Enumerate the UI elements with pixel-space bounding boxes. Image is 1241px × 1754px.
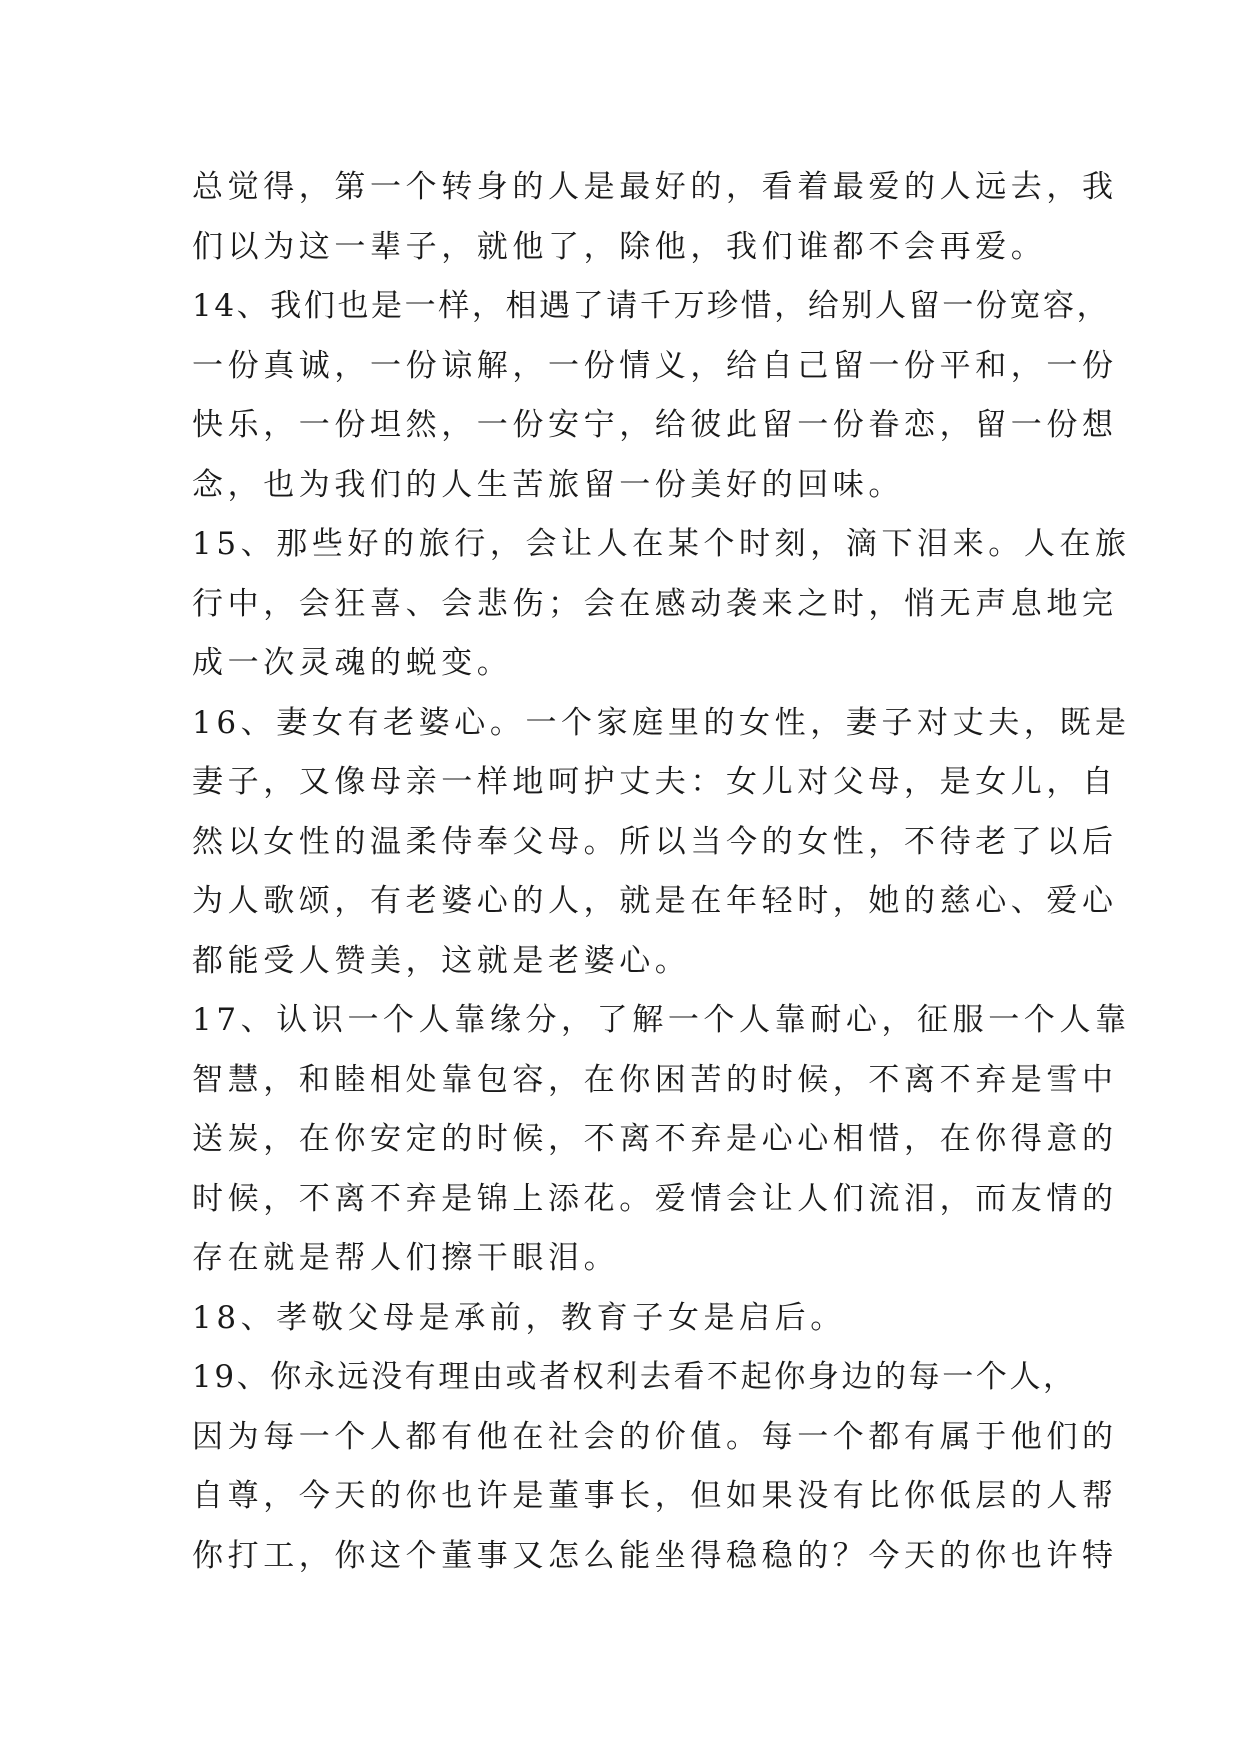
text-line: 14、我们也是一样，相遇了请千万珍惜，给别人留一份宽容，	[192, 288, 1111, 324]
text-line: 一份真诚，一份谅解，一份情义，给自己留一份平和，一份	[192, 347, 1118, 384]
document-body	[192, 158, 1131, 1586]
text-line: 快乐，一份坦然，一份安宁，给彼此留一份眷恋，留一份想	[192, 407, 1118, 443]
text-line: 你打工，你这个董事又怎么能坐得稳稳的？今天的你也许特	[192, 1537, 1118, 1574]
text-line: 17、认识一个人靠缘分，了解一个人靠耐心，征服一个人靠	[192, 1002, 1131, 1038]
text-line: 15、那些好的旅行，会让人在某个时刻，滴下泪来。人在旅	[192, 526, 1131, 562]
text-line: 都能受人赞美，这就是老婆心。	[192, 942, 691, 979]
text-line: 们以为这一辈子，就他了，除他，我们谁都不会再爱。	[192, 228, 1047, 265]
text-line: 因为每一个人都有他在社会的价值。每一个都有属于他们的	[192, 1418, 1118, 1455]
text-line: 成一次灵魂的蜕变。	[192, 645, 513, 681]
text-line: 然以女性的温柔侍奉父母。所以当今的女性，不待老了以后	[192, 823, 1118, 860]
text-line: 19、你永远没有理由或者权利去看不起你身边的每一个人，	[192, 1359, 1077, 1395]
text-line: 16、妻女有老婆心。一个家庭里的女性，妻子对丈夫，既是	[192, 704, 1131, 741]
text-line: 自尊，今天的你也许是董事长，但如果没有比你低层的人帮	[192, 1478, 1118, 1514]
text-line: 行中，会狂喜、会悲伤；会在感动袭来之时，悄无声息地完	[192, 585, 1118, 622]
text-line: 送炭，在你安定的时候，不离不弃是心心相惜，在你得意的	[192, 1121, 1118, 1157]
text-line: 总觉得，第一个转身的人是最好的，看着最爱的人远去，我	[192, 169, 1118, 205]
text-line: 存在就是帮人们擦干眼泪。	[192, 1240, 620, 1276]
text-line: 18、孝敬父母是承前，教育子女是启后。	[192, 1299, 846, 1336]
text-line: 时候，不离不弃是锦上添花。爱情会让人们流泪，而友情的	[192, 1180, 1118, 1217]
text-line: 念，也为我们的人生苦旅留一份美好的回味。	[192, 466, 904, 503]
text-line: 妻子，又像母亲一样地呵护丈夫：女儿对父母，是女儿，自	[192, 764, 1118, 800]
text-line: 为人歌颂，有老婆心的人，就是在年轻时，她的慈心、爱心	[192, 883, 1118, 919]
text-line: 智慧，和睦相处靠包容，在你困苦的时候，不离不弃是雪中	[192, 1061, 1118, 1098]
